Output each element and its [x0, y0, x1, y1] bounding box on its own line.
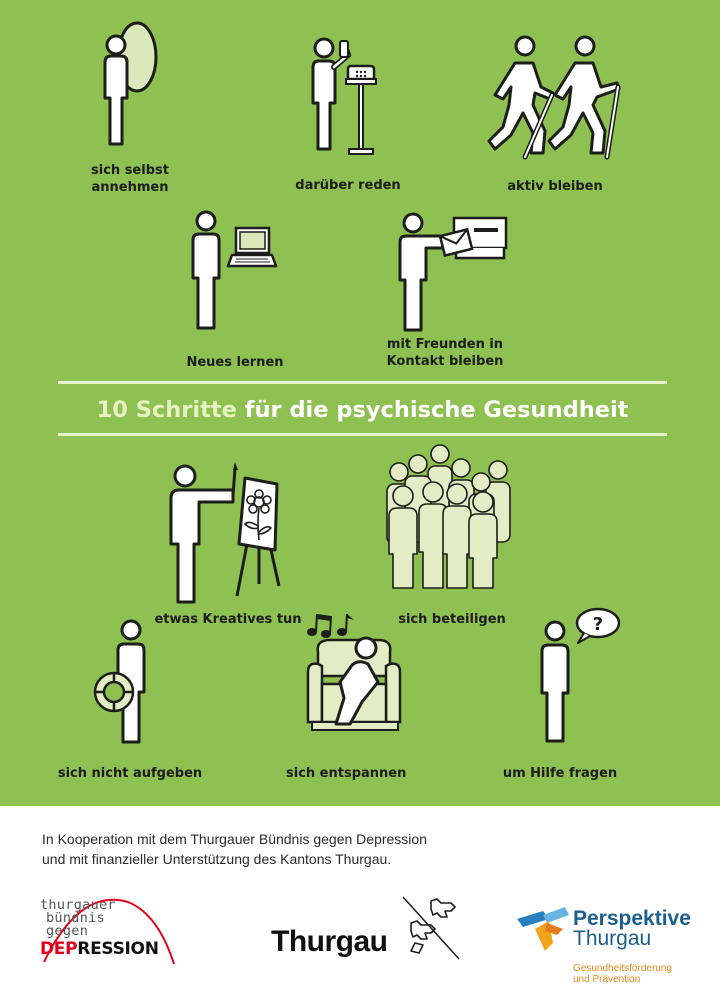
- divider: [58, 433, 667, 436]
- lifebuoy-person-icon: [92, 618, 162, 748]
- title-accent: 10 Schritte: [96, 397, 237, 423]
- perspektive-subtitle: Thurgau: [573, 927, 652, 950]
- step-label: sich nicht aufgeben: [57, 766, 203, 781]
- step-label: sich entspannen: [286, 766, 407, 781]
- armchair-person-icon: [300, 612, 405, 742]
- buendnis-depression: DEPRESSION: [40, 939, 159, 959]
- thurgau-wordmark: Thurgau: [271, 925, 388, 958]
- step-label: sich beteiligen: [398, 612, 506, 627]
- buendnis-logo: [40, 898, 190, 966]
- perspektive-tagline: Gesundheitsförderung: [573, 963, 672, 974]
- cooperation-line: In Kooperation mit dem Thurgauer Bündnis gegen Depression: [42, 831, 427, 847]
- buendnis-line: gegen: [46, 923, 89, 939]
- step-label: Neues lernen: [186, 355, 284, 370]
- cooperation-line: und mit finanzieller Unterstützung des Kantons Thurgau.: [42, 851, 392, 867]
- phone-person-icon: [304, 35, 384, 160]
- walking-people-icon: [485, 35, 645, 160]
- group-people-icon: [385, 442, 515, 592]
- svg-text:?: ?: [592, 614, 604, 635]
- step-label: um Hilfe fragen: [502, 766, 618, 781]
- cooperation-note: [42, 829, 427, 869]
- painting-person-icon: [167, 462, 287, 607]
- step-label: sich selbst annehmen: [91, 163, 169, 195]
- thurgau-logo: [271, 895, 471, 965]
- page-title: [58, 392, 667, 428]
- laptop-person-icon: [186, 210, 276, 335]
- buendnis-line: thurgauer: [40, 897, 116, 913]
- step-label: mit Freunden in Kontakt bleiben: [386, 337, 504, 369]
- buendnis-line: bündnis: [46, 910, 105, 926]
- divider: [58, 381, 667, 384]
- title-rest: für die psychische Gesundheit: [244, 397, 629, 423]
- mailbox-person-icon: [396, 212, 511, 337]
- question-person-icon: [538, 607, 628, 747]
- perspektive-logo: [513, 897, 713, 987]
- perspektive-title: Perspektive: [573, 907, 691, 930]
- mirror-person-icon: [95, 20, 165, 150]
- step-label: darüber reden: [295, 178, 401, 193]
- perspektive-tagline: und Prävention: [573, 974, 641, 985]
- step-label: etwas Kreatives tun: [154, 612, 302, 627]
- step-label: aktiv bleiben: [507, 179, 603, 194]
